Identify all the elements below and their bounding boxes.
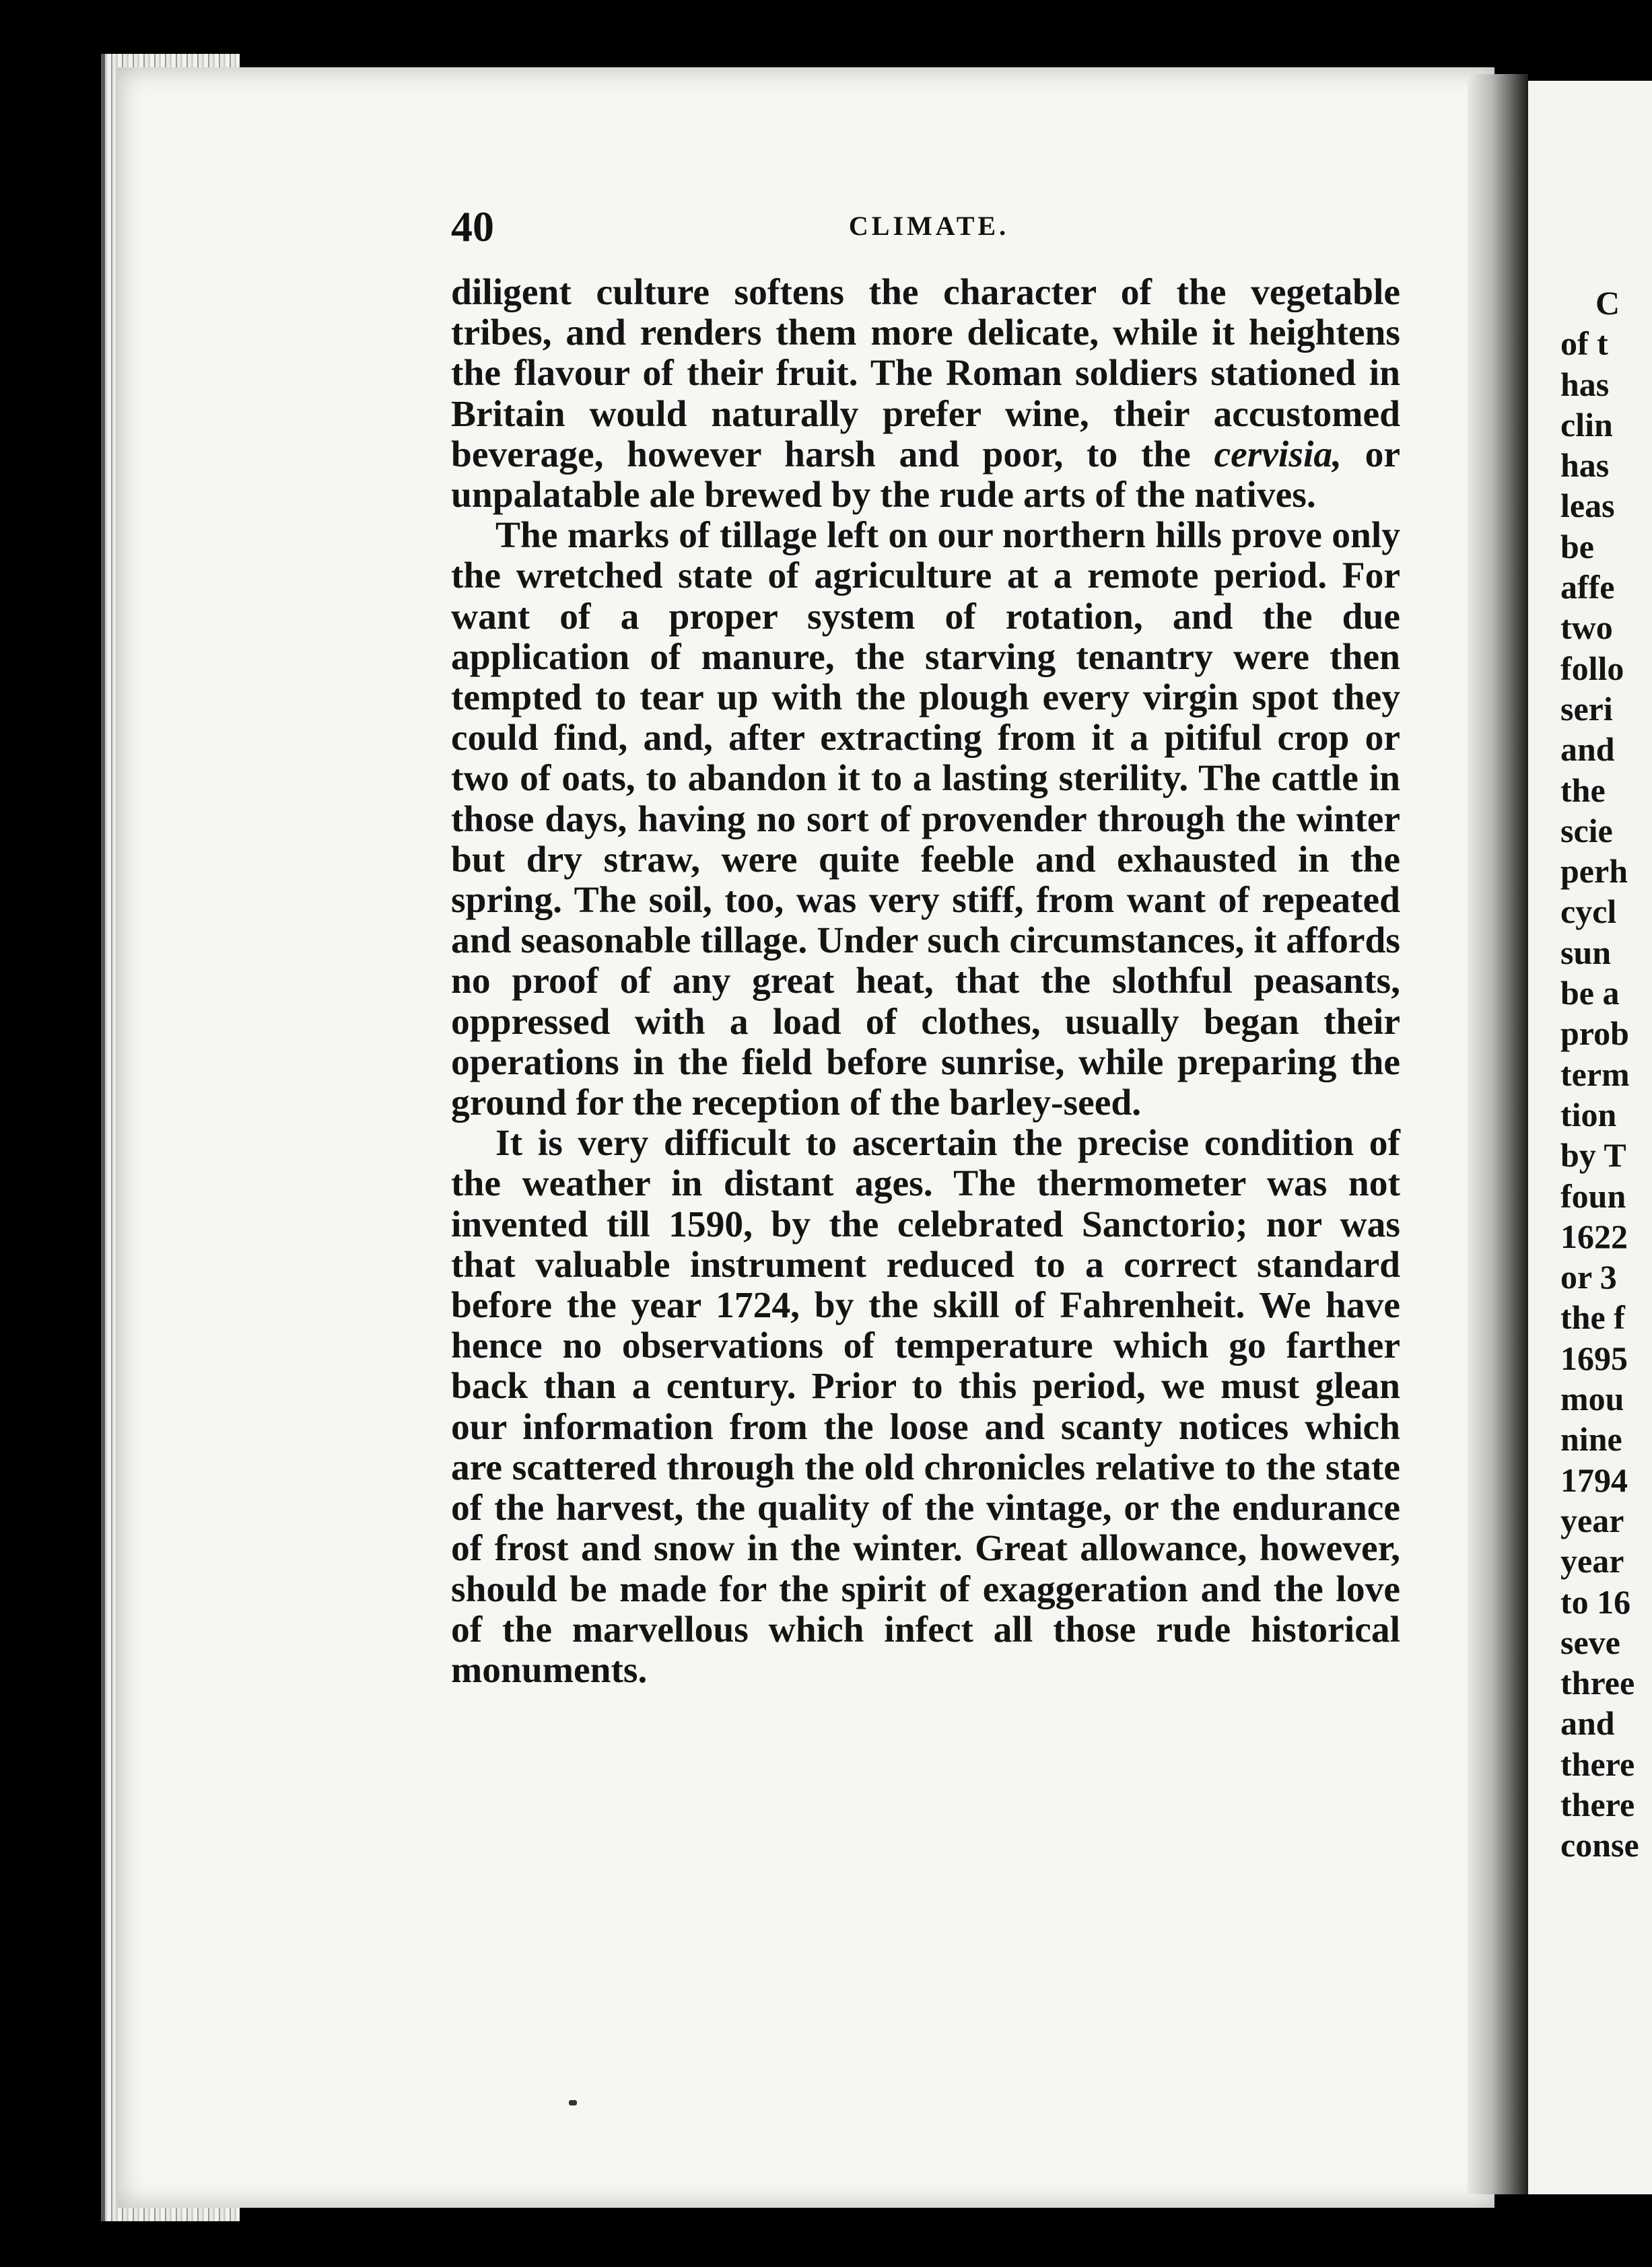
- facing-page-line: of t: [1560, 324, 1608, 363]
- facing-page-line: scie: [1560, 811, 1613, 849]
- facing-page-line: to 16: [1560, 1582, 1631, 1621]
- facing-page-line: follo: [1560, 649, 1624, 687]
- running-head: [451, 202, 1407, 256]
- facing-page-line: tion: [1560, 1095, 1617, 1134]
- facing-page-line: three: [1560, 1664, 1635, 1702]
- facing-page-line: be: [1560, 527, 1594, 565]
- facing-page-line: prob: [1560, 1014, 1629, 1053]
- facing-page-text: [1560, 283, 1652, 1866]
- facing-page-line: be a: [1560, 974, 1620, 1012]
- facing-page-line: by T: [1560, 1136, 1626, 1175]
- page-title: CLIMATE.: [848, 211, 1010, 241]
- facing-page-line: there: [1560, 1785, 1635, 1823]
- facing-page-line: the: [1560, 771, 1606, 809]
- facing-page-line: two: [1560, 608, 1613, 647]
- facing-page-line: C: [1595, 284, 1620, 322]
- ink-speck: [569, 2100, 577, 2105]
- facing-page-line: seve: [1560, 1623, 1620, 1661]
- italic-word: cervisia,: [1214, 433, 1342, 475]
- facing-page-line: clin: [1560, 405, 1613, 444]
- facing-page-line: year: [1560, 1542, 1624, 1580]
- facing-page-line: mou: [1560, 1380, 1624, 1418]
- facing-page-line: perh: [1560, 852, 1628, 891]
- facing-page-line: there: [1560, 1745, 1635, 1783]
- paragraph-1-text-a: diligent culture softens the character of the vegetable tribes, and renders them more delicate, while it heightens the flavour of their fruit. The Roman soldiers stationed in Britain would naturally prefer wine, their accustomed beverage, however harsh and poor, to the: [451, 272, 1400, 475]
- facing-page-line: or 3: [1560, 1258, 1617, 1296]
- facing-page-line: leas: [1560, 487, 1615, 525]
- body-text: [451, 273, 1400, 1691]
- facing-page-line: foun: [1560, 1177, 1626, 1215]
- facing-page-line: 1695: [1560, 1339, 1628, 1377]
- facing-page-line: affe: [1560, 568, 1615, 606]
- facing-page-line: sun: [1560, 933, 1612, 971]
- facing-page-line: seri: [1560, 689, 1613, 728]
- facing-page-line: has: [1560, 446, 1610, 485]
- facing-page-line: nine: [1560, 1420, 1622, 1459]
- facing-page-line: the f: [1560, 1298, 1625, 1337]
- paragraph-1-text-b: or unpalatable ale brewed by the rude arts of the natives.: [451, 433, 1401, 516]
- paragraph-1: [451, 273, 1400, 516]
- paragraph-2: The marks of tillage left on our northern hills prove only the wretched state of agriculture at a remote period. For want of a proper system of rotation, and the due application of manure, the starving tenantry were then tempted to tear up with the plough every virgin spot they could find, and, after extracting from it a pitiful crop or two of oats, to abandon it to a lasting sterility. The cattle in those days, having no sort of provender through the winter but dry straw, were quite feeble and exhausted in the spring. The soil, too, was very stiff, from want of repeated and seasonable tillage. Under such circumstances, it affords no proof of any great heat, that the slothful peasants, oppressed with a load of clothes, usually began their operations in the field before sunrise, while preparing the ground for the reception of the barley-seed.: [451, 515, 1400, 1124]
- book-gutter: [1468, 74, 1528, 2194]
- paragraph-3: It is very difficult to ascertain the precise condition of the weather in distant ages. The thermometer was not invented till 1590, by the celebrated Sanctorio; nor was that valuable instrument reduced to a correct standard before the year 1724, by the skill of Fahrenheit. We have hence no observations of temperature which go farther back than a century. Prior to this period, we must glean our information from the loose and scanty notices which are scattered through the old chronicles relative to the state of the harvest, the quality of the vintage, or the endurance of frost and snow in the winter. Great allowance, however, should be made for the spirit of exaggeration and the love of the marvellous which infect all those rude historical monuments.: [451, 1123, 1400, 1691]
- facing-page-line: and: [1560, 1704, 1615, 1743]
- facing-page-line: has: [1560, 365, 1610, 403]
- facing-page-line: term: [1560, 1055, 1630, 1093]
- facing-page-line: cycl: [1560, 893, 1617, 931]
- facing-page-line: 1622: [1560, 1217, 1628, 1255]
- page-number: 40: [451, 203, 494, 250]
- facing-page-line: 1794: [1560, 1461, 1628, 1499]
- facing-page-line: conse: [1560, 1826, 1639, 1864]
- facing-page-line: year: [1560, 1501, 1624, 1539]
- facing-page-line: and: [1560, 730, 1615, 769]
